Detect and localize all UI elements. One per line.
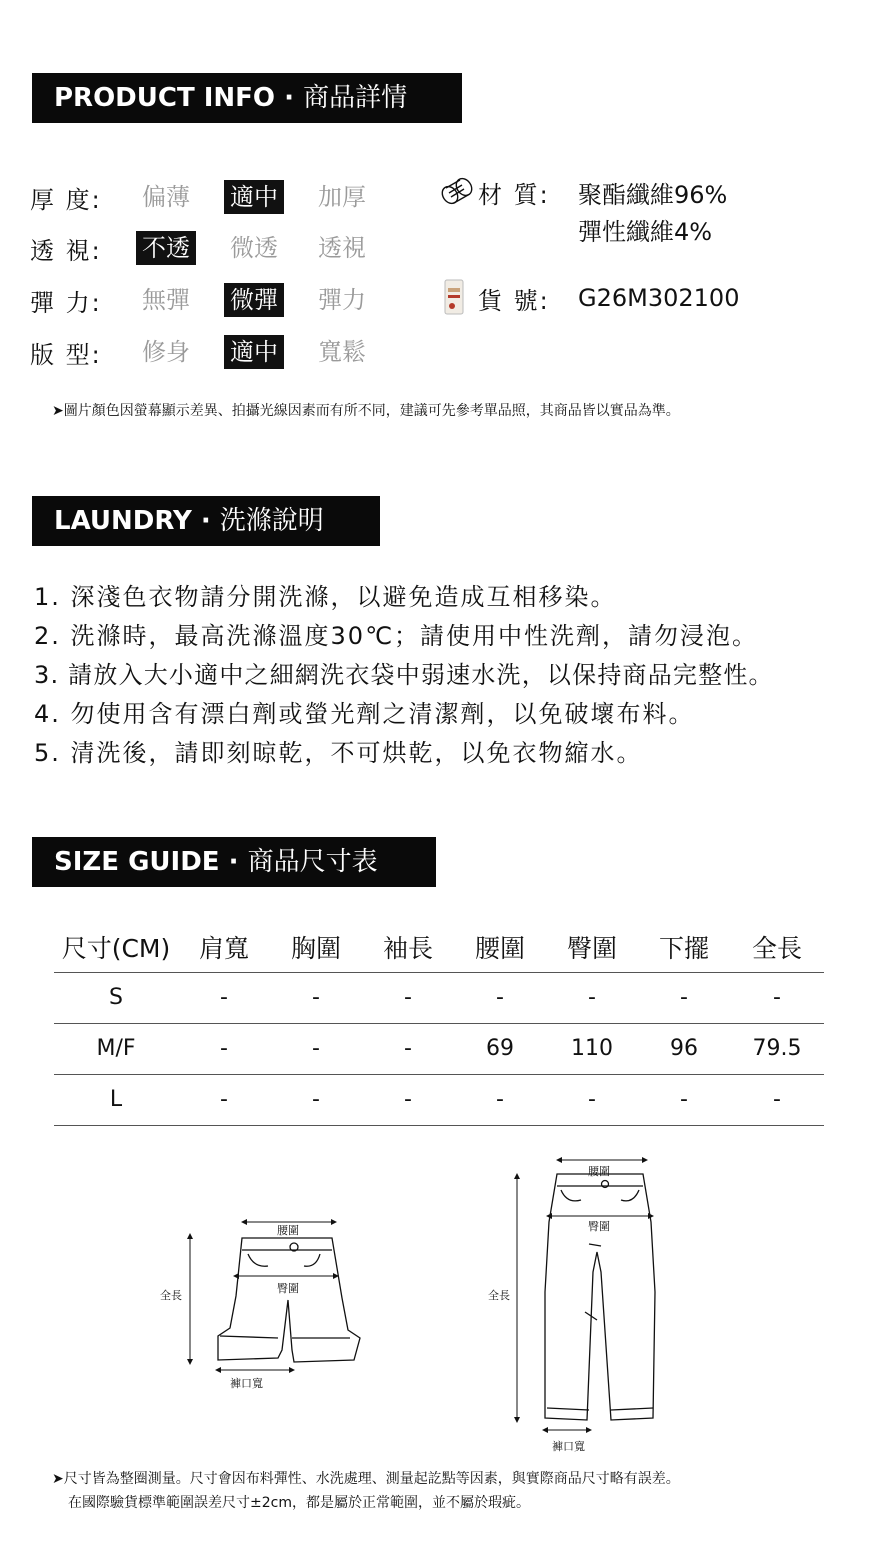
table-cell: - bbox=[546, 1074, 638, 1125]
material-label: 材 質: bbox=[478, 181, 550, 209]
heading-en: PRODUCT INFO bbox=[54, 83, 276, 113]
color-note: ➤圖片顏色因螢幕顯示差異、拍攝光線因素而有所不同，建議可先參考單品照，其商品皆以實品為準。 bbox=[52, 403, 680, 419]
item-no-value: G26M302100 bbox=[578, 284, 740, 312]
attribute-option-selected: 適中 bbox=[224, 180, 284, 214]
table-cell: L bbox=[54, 1074, 178, 1125]
thread-spool-icon bbox=[440, 177, 474, 207]
pants-waist-label: 腰圍 bbox=[588, 1165, 610, 1178]
table-cell: - bbox=[454, 1074, 546, 1125]
attribute-label: 彈 力: bbox=[30, 288, 102, 317]
laundry-line: 2. 洗滌時，最高洗滌溫度30℃；請使用中性洗劑，請勿浸泡。 bbox=[34, 622, 759, 650]
heading-sep: · bbox=[200, 506, 211, 536]
column-header: 臀圍 bbox=[546, 922, 638, 972]
column-header: 胸圍 bbox=[270, 922, 362, 972]
attribute-option: 加厚 bbox=[318, 183, 366, 211]
attribute-row bbox=[30, 230, 406, 266]
table-row bbox=[54, 972, 824, 1023]
table-cell: - bbox=[546, 972, 638, 1023]
shorts-diagram bbox=[170, 1210, 380, 1390]
attribute-option: 寬鬆 bbox=[318, 338, 366, 366]
attribute-option: 彈力 bbox=[318, 286, 366, 314]
table-cell: 110 bbox=[546, 1023, 638, 1074]
heading-zh: 洗滌說明 bbox=[219, 506, 324, 536]
laundry-line: 1. 深淺色衣物請分開洗滌，以避免造成互相移染。 bbox=[34, 583, 617, 611]
size-note-2: 在國際驗貨標準範圍誤差尺寸±2cm，都是屬於正常範圍，並不屬於瑕疵。 bbox=[68, 1495, 530, 1511]
table-cell: - bbox=[454, 972, 546, 1023]
table-cell: M/F bbox=[54, 1023, 178, 1074]
attribute-option: 微透 bbox=[230, 234, 278, 262]
shorts-hem-label: 褲口寬 bbox=[230, 1377, 263, 1390]
attribute-label: 厚 度: bbox=[30, 185, 102, 214]
laundry-line: 3. 請放入大小適中之細網洗衣袋中弱速水洗，以保持商品完整性。 bbox=[34, 661, 774, 689]
pants-hem-label: 褲口寬 bbox=[552, 1440, 585, 1453]
laundry-line: 5. 清洗後，請即刻晾乾，不可烘乾，以免衣物縮水。 bbox=[34, 739, 643, 767]
pants-diagram bbox=[505, 1152, 675, 1442]
heading-zh: 商品詳情 bbox=[303, 83, 408, 113]
laundry-line: 4. 勿使用含有漂白劑或螢光劑之清潔劑，以免破壞布料。 bbox=[34, 700, 695, 728]
heading-en: LAUNDRY bbox=[54, 506, 192, 536]
table-cell: - bbox=[638, 972, 730, 1023]
column-header: 肩寬 bbox=[178, 922, 270, 972]
pants-hip-label: 臀圍 bbox=[588, 1220, 610, 1233]
table-row bbox=[54, 1023, 824, 1074]
table-cell: 69 bbox=[454, 1023, 546, 1074]
table-cell: - bbox=[638, 1074, 730, 1125]
shorts-length-label: 全長 bbox=[160, 1289, 182, 1302]
table-cell: - bbox=[270, 1023, 362, 1074]
table-cell: - bbox=[362, 972, 454, 1023]
item-number-block bbox=[440, 278, 739, 318]
attribute-option: 偏薄 bbox=[142, 183, 190, 211]
heading-en: SIZE GUIDE bbox=[54, 847, 220, 877]
shorts-waist-label: 腰圍 bbox=[277, 1224, 299, 1237]
attribute-option: 透視 bbox=[318, 234, 366, 262]
heading-zh: 商品尺寸表 bbox=[247, 847, 378, 877]
table-cell: 96 bbox=[638, 1023, 730, 1074]
column-header: 尺寸(CM) bbox=[54, 922, 178, 972]
table-cell: 79.5 bbox=[730, 1023, 824, 1074]
shorts-hip-label: 臀圍 bbox=[277, 1282, 299, 1295]
attribute-row bbox=[30, 334, 406, 370]
material-line-1: 聚酯纖維96% bbox=[578, 181, 728, 209]
material-block bbox=[440, 175, 727, 247]
material-line-2: 彈性纖維4% bbox=[578, 218, 713, 246]
table-cell: - bbox=[178, 1074, 270, 1125]
column-header: 袖長 bbox=[362, 922, 454, 972]
table-cell: - bbox=[362, 1074, 454, 1125]
heading-sep: · bbox=[228, 847, 239, 877]
attribute-option-selected: 適中 bbox=[224, 335, 284, 369]
size-guide-heading bbox=[32, 837, 436, 887]
attribute-label: 透 視: bbox=[30, 236, 102, 265]
column-header: 全長 bbox=[730, 922, 824, 972]
pants-length-label: 全長 bbox=[488, 1289, 510, 1302]
laundry-heading bbox=[32, 496, 380, 546]
attribute-option-selected: 微彈 bbox=[224, 283, 284, 317]
product-info-heading bbox=[32, 73, 462, 123]
table-cell: - bbox=[178, 972, 270, 1023]
table-cell: - bbox=[178, 1023, 270, 1074]
table-cell: - bbox=[362, 1023, 454, 1074]
attribute-row bbox=[30, 282, 406, 318]
column-header: 下擺 bbox=[638, 922, 730, 972]
tag-label-icon bbox=[440, 278, 474, 318]
attribute-option: 修身 bbox=[142, 338, 190, 366]
table-cell: - bbox=[730, 972, 824, 1023]
attribute-option: 無彈 bbox=[142, 286, 190, 314]
table-cell: S bbox=[54, 972, 178, 1023]
size-note-1: ➤尺寸皆為整圈測量。尺寸會因布料彈性、水洗處理、測量起訖點等因素，與實際商品尺寸略有誤差。 bbox=[52, 1471, 680, 1487]
table-cell: - bbox=[730, 1074, 824, 1125]
table-cell: - bbox=[270, 1074, 362, 1125]
attribute-option-selected: 不透 bbox=[136, 231, 196, 265]
table-cell: - bbox=[270, 972, 362, 1023]
table-header-row bbox=[54, 922, 824, 972]
item-no-label: 貨 號: bbox=[478, 286, 550, 315]
column-header: 腰圍 bbox=[454, 922, 546, 972]
size-table bbox=[54, 922, 824, 1126]
attribute-row bbox=[30, 179, 406, 215]
attribute-label: 版 型: bbox=[30, 340, 102, 369]
heading-sep: · bbox=[284, 83, 294, 113]
table-row bbox=[54, 1074, 824, 1125]
